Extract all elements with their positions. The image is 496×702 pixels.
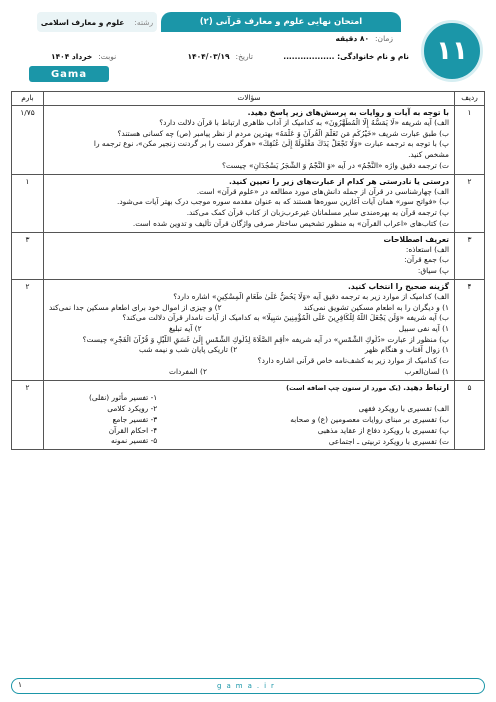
mcq-stem: ت) کدامیک از موارد زیر به کشف‌نامه خاص قرآنی اشاره دارد؟ [257, 356, 449, 366]
question-number: ۱ [455, 106, 485, 175]
mcq-stem: الف) کدامیک از موارد زیر به ترجمه دقیق آیه «وَلَا يَحُضُّ عَلَىٰ طَعَامِ الْمِسْكِينِ» اشاره دارد؟ [173, 291, 449, 301]
question-title: ارتباط دهید. [403, 382, 449, 392]
matching-option: ۳- تفسیر جامع [112, 414, 158, 424]
question-body [44, 106, 455, 175]
matching-item: پ) تفسیری با رویکرد دفاع از عقاید مذهبی [317, 425, 449, 435]
mcq-options [49, 324, 449, 335]
logo-text: Gama [50, 68, 88, 80]
question-line: الف) استعاذه: [405, 244, 449, 254]
question-score: ۳ [12, 232, 44, 279]
question-row [12, 174, 485, 232]
time-label: زمان: [375, 34, 393, 43]
mcq-option: ۱) و دیگران را به اطعام مسکین تشویق نمی‌کند [303, 302, 449, 312]
question-line: الف) آیه شریفه «لَا يَمَسُّهُ إِلَّا الْمُطَهَّرُونَ» به کدامیک از آداب ظاهری ارتباط با قرآن دلالت دارد؟ [159, 118, 449, 127]
mcq-stem: ب) آیه شریفه «وَلَن يَجْعَلَ اللَّهُ لِلْكَافِرِينَ عَلَى الْمُؤْمِنِينَ سَبِيلًا» به کدامیک از آیات نامدار قرآن دلالت می‌کند؟ [122, 313, 449, 323]
questions-table [11, 91, 485, 450]
question-line: الف) چهارشناسی در قرآن از جمله دانش‌های مورد مطالعه در «علوم قرآن» است. [196, 186, 449, 196]
date-label: تاریخ: [235, 52, 253, 61]
question-number: ۳ [455, 232, 485, 279]
question-line: ب) «فواتح سور» همان آیات آغازین سوره‌ها هستند که به عنوان مقدمه سوره موجب درک بهتر آیات می‌شود. [117, 197, 449, 207]
col-num-header: ردیف [455, 92, 485, 106]
question-line: ت) ترجمه دقیق واژه «النَّجْمُ» در آیه «وَ النَّجْمُ وَ الشَّجَرُ يَسْجُدَانِ» چیست؟ [222, 160, 449, 170]
question-title: درستی یا نادرستی هر کدام از عبارت‌های زیر را تعیین کنید. [228, 176, 449, 186]
name-row [283, 52, 409, 61]
question-body [44, 232, 455, 279]
footer-site: gama.ir [217, 682, 279, 690]
question-body [44, 380, 455, 450]
question-number: ۵ [455, 380, 485, 450]
question-row [12, 232, 485, 279]
question-score: ۱ [12, 174, 44, 232]
question-row [12, 106, 485, 175]
question-score: ۲ [12, 279, 44, 380]
term-label: نوبت: [98, 52, 117, 61]
mcq-option: ۱) زوال آفتاب و هنگام ظهر [364, 345, 449, 355]
question-line: پ) با توجه به ترجمه عبارت «وَلَا تَجْعَلْ يَدَكَ مَغْلُولَةً إِلَىٰ عُنُقِكَ» «هرگز دست را بر گردنت زنجیر مکن»، نوع ترجمه را [93, 139, 449, 149]
question-title: گزینه صحیح را انتخاب کنید. [347, 281, 449, 291]
question-note: (یک مورد از ستون چپ اضافه است) [286, 383, 401, 392]
mcq-options [49, 303, 449, 314]
matching-left-column [49, 393, 157, 447]
matching-item: ب) تفسیری بر مبنای روایات معصومین (ع) و صحابه [290, 415, 449, 425]
gama-logo [29, 66, 109, 82]
question-score: ۱/۷۵ [12, 106, 44, 175]
mcq-option: ۱) لسان‌العرب [404, 366, 449, 376]
page-number: ۱ [18, 680, 23, 689]
question-number: ۲ [455, 174, 485, 232]
mcq-option: ۱) آیه نفی سبیل [398, 324, 449, 334]
question-line: پ) سیاق: [417, 266, 449, 276]
matching-columns [49, 393, 449, 447]
question-line: ب) طبق عبارت شریف «خَيْرُكُم مَن تَعَلَّمَ الْقُرآنَ وَ عَلَّمَهُ» بهترین مردم از نظر پیامبر (ص) چه کسانی هستند؟ [117, 128, 449, 138]
field-value: علوم و معارف اسلامی [40, 17, 125, 27]
grade-badge: ۱۱ [421, 20, 483, 82]
field-box [37, 12, 157, 32]
matching-item: الف) تفسیری با رویکرد فقهی [358, 404, 449, 414]
matching-option: ۲- رویکرد کلامی [107, 404, 158, 414]
question-title: تعریف اصطلاحات [383, 234, 449, 244]
question-row [12, 380, 485, 450]
date-row [187, 52, 253, 61]
question-body [44, 279, 455, 380]
question-title: با توجه به آیات و روایات به پرسش‌های زیر پاسخ دهید. [247, 108, 449, 117]
question-line: مشخص کنید. [408, 150, 449, 160]
question-title-row [49, 382, 449, 394]
mcq-options [49, 345, 449, 356]
matching-right-column [290, 393, 449, 447]
mcq-options [49, 367, 449, 378]
question-row [12, 279, 485, 380]
question-line: ت) کتاب‌های «اعراب القرآن» به منظور تشخیص ساختار صرفی واژگان قرآن تألیف و تدوین شده است. [132, 218, 449, 228]
col-score-header: بارم [12, 92, 44, 106]
matching-option: ۴- احکام القرآن [108, 425, 158, 435]
term-row [51, 52, 116, 61]
matching-item: ت) تفسیری با رویکرد تربیتی ـ اجتماعی [328, 436, 449, 446]
question-line: ب) جمع قرآن: [404, 255, 449, 265]
question-score: ۲ [12, 380, 44, 450]
question-line: پ) ترجمه قرآن به بهره‌مندی سایر مسلمانان غیرعرب‌زبان از کتاب قرآن کمک می‌کند. [186, 208, 449, 218]
mcq-option: ۲) و چیزی از اموال خود برای اطعام مسکین جدا نمی‌کند [49, 302, 222, 312]
name-label: نام و نام خانوادگی: .................. [283, 52, 409, 61]
term-value: خرداد ۱۴۰۴ [51, 52, 93, 61]
mcq-option: ۲) المفردات [169, 366, 207, 376]
time-value: ۸۰ دقیقه [335, 34, 370, 43]
time-row [335, 34, 393, 43]
date-value: ۱۴۰۴/۰۳/۱۹ [187, 52, 230, 61]
exam-title: امتحان نهایی علوم و معارف قرآنی (۲) [161, 12, 401, 32]
mcq-stem: پ) منظور از عبارت «دُلُوكِ الشَّمْسِ» در آیه شریفه «أَقِمِ الصَّلَاةَ لِدُلُوكِ الشَّمْسِ إِلَىٰ غَسَقِ اللَّيْلِ وَ قُرْآنَ الْفَجْرِ» چیست؟ [82, 334, 449, 344]
col-questions-header: سؤالات [44, 92, 455, 106]
question-number: ۴ [455, 279, 485, 380]
table-header-row [12, 92, 485, 106]
matching-option: ۱- تفسیر مأثور (نقلی) [89, 393, 158, 403]
page-footer [11, 678, 485, 694]
mcq-option: ۲) آیه تبلیغ [169, 324, 202, 334]
mcq-option: ۲) تاریکی پایان شب و نیمه شب [139, 345, 238, 355]
matching-option: ۵- تفسیر نمونه [111, 436, 158, 446]
question-body [44, 174, 455, 232]
exam-header [11, 8, 485, 86]
field-label: رشته: [134, 17, 154, 27]
